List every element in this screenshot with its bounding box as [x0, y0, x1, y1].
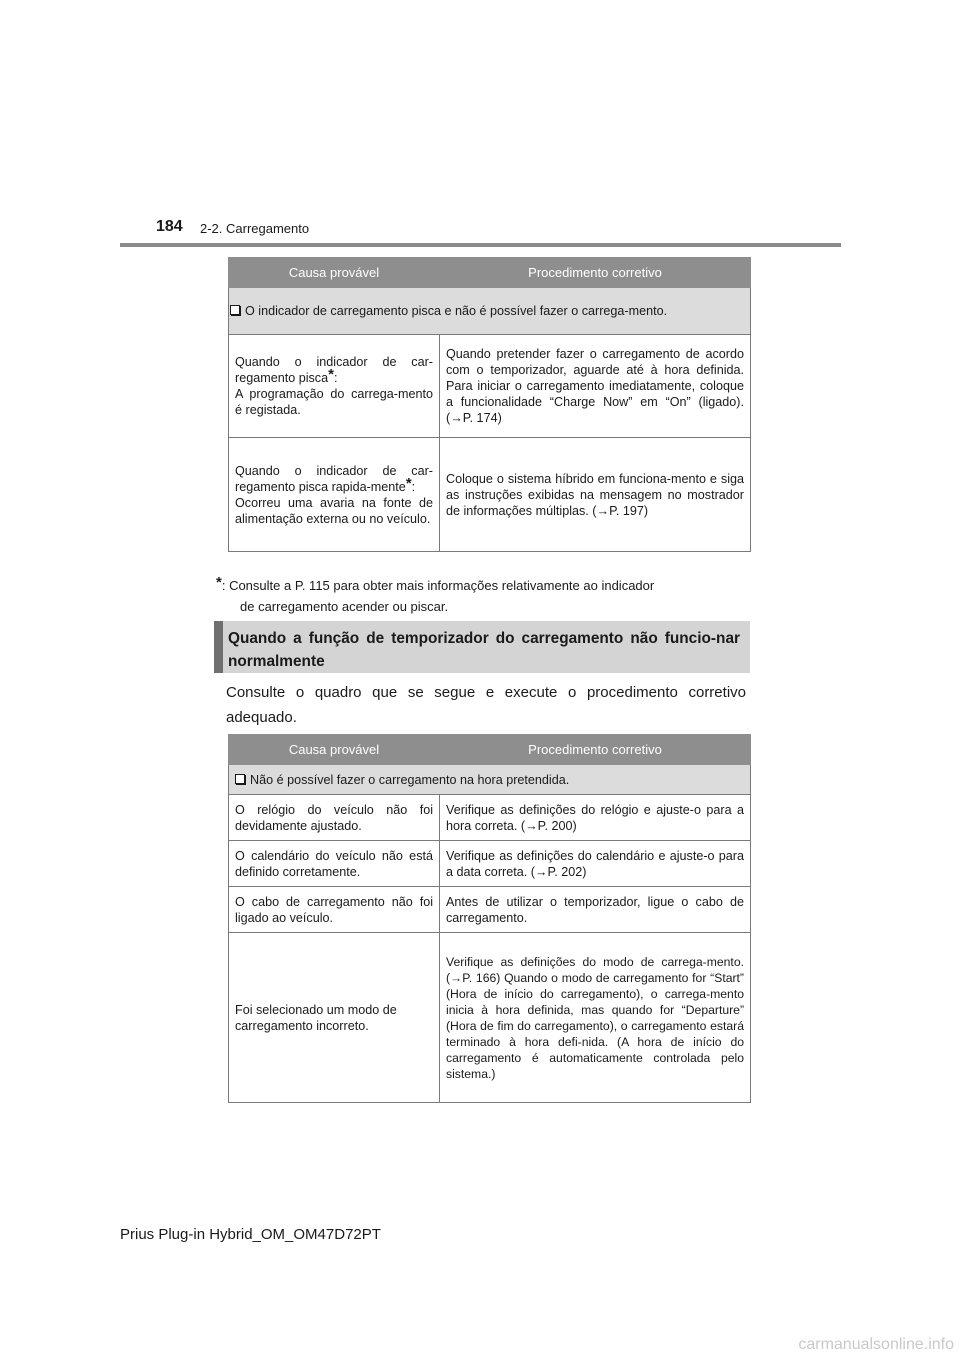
table-subheader: [229, 288, 751, 335]
procedure-cell: Verifique as definições do modo de carrega-mento. (→P. 166) Quando o modo de carregamento for “Start” (Hora de início do carregamento), o carrega-mento inicia à hora definida, mas quando for “Departure” (Hora de fim do carregamento), o carregamento estará terminado à hora defi-nida. (A hora de início do carregamento é automaticamente controlada pelo sistema.): [440, 933, 751, 1103]
cause-text-colon: :: [411, 479, 416, 494]
troubleshooting-table-indicator: [228, 257, 751, 552]
table-row: [229, 887, 751, 933]
section-heading: Quando a função de temporizador do carregamento não funcio-nar normalmente: [214, 621, 750, 673]
table-header-row: [229, 258, 751, 288]
footnote-line-2: de carregamento acender ou piscar.: [240, 599, 449, 614]
footer-model-code: Prius Plug-in Hybrid_OM_OM47D72PT: [120, 1226, 381, 1243]
table-row: [229, 933, 751, 1103]
asterisk-icon: *: [328, 366, 334, 383]
cause-text-colon: :: [333, 371, 338, 385]
section-label: 2-2. Carregamento: [200, 221, 310, 236]
footnote: [216, 575, 746, 617]
cause-cell: O cabo de carregamento não foi ligado ao veículo.: [229, 887, 440, 933]
table-subheader: [229, 765, 751, 795]
footnote-line-1: : Consulte a P. 115 para obter mais informações relativamente ao indicador: [221, 578, 655, 593]
cause-cell: [229, 335, 440, 438]
cause-cell: O calendário do veículo não está definido corretamente.: [229, 841, 440, 887]
subheader-text: Não é possível fazer o carregamento na hora pretendida.: [250, 772, 570, 787]
cause-text-detail: Ocorreu uma avaria na fonte de alimentação externa ou no veículo.: [235, 495, 433, 526]
table-subheader-row: [229, 288, 751, 335]
column-header-procedure: Procedimento corretivo: [440, 735, 751, 765]
subheader-text: O indicador de carregamento pisca e não é possível fazer o carrega-mento.: [245, 304, 668, 318]
table-row: [229, 335, 751, 438]
table-row: [229, 795, 751, 841]
table-subheader-row: [229, 765, 751, 795]
cause-text: Quando o indicador de car-regamento pisca: [235, 355, 433, 385]
header-rule: [120, 243, 841, 247]
checkbox-square-icon: [235, 774, 245, 784]
procedure-cell: Coloque o sistema híbrido em funciona-mento e siga as instruções exibidas na mensagem no mostrador de informações múltiplas. (→P. 197): [440, 438, 751, 552]
table-header-row: [229, 735, 751, 765]
column-header-procedure: Procedimento corretivo: [440, 258, 751, 288]
cause-text-detail: A programação do carrega-mento é registada.: [235, 387, 433, 417]
troubleshooting-table-timer: [228, 734, 751, 1103]
watermark: carmanualsonline.info: [798, 1336, 954, 1353]
column-header-cause: Causa provável: [229, 735, 440, 765]
checkbox-square-icon: [230, 305, 240, 315]
cause-text: Quando o indicador de car-regamento pisca rapida-mente: [235, 463, 433, 494]
cause-cell: [229, 438, 440, 552]
intro-paragraph: Consulte o quadro que se segue e execute o procedimento corretivo adequado.: [226, 684, 746, 726]
table-row: [229, 438, 751, 552]
page-number: 184: [156, 218, 183, 235]
cause-cell: Foi selecionado um modo de carregamento incorreto.: [229, 933, 440, 1103]
cause-cell: O relógio do veículo não foi devidamente ajustado.: [229, 795, 440, 841]
procedure-cell: Verifique as definições do calendário e ajuste-o para a data correta. (→P. 202): [440, 841, 751, 887]
column-header-cause: Causa provável: [229, 258, 440, 288]
procedure-cell: Quando pretender fazer o carregamento de acordo com o temporizador, aguarde até à hora definida. Para iniciar o carregamento imediatamente, coloque a funcionalidade “Charge Now” em “On” (ligado). (→P. 174): [440, 335, 751, 438]
procedure-cell: Verifique as definições do relógio e ajuste-o para a hora correta. (→P. 200): [440, 795, 751, 841]
table-row: [229, 841, 751, 887]
asterisk-icon: *: [216, 574, 222, 591]
asterisk-icon: *: [405, 474, 412, 492]
procedure-cell: Antes de utilizar o temporizador, ligue o cabo de carregamento.: [440, 887, 751, 933]
